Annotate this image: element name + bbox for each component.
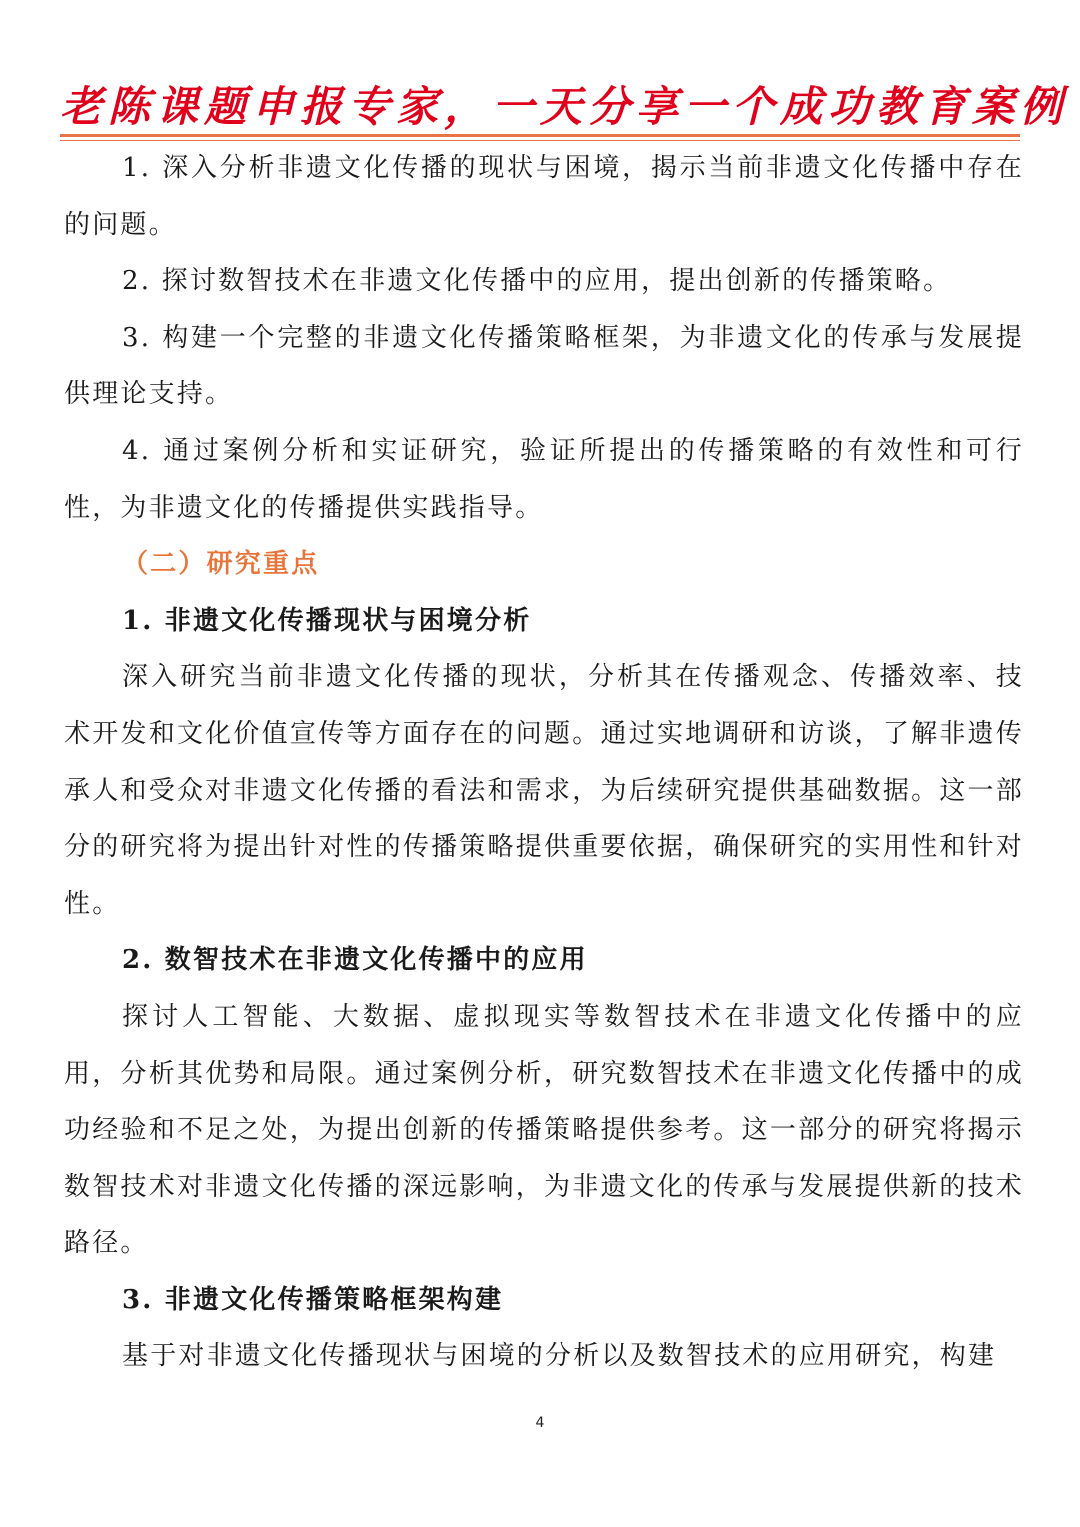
objective-3: 3. 构建一个完整的非遗文化传播策略框架，为非遗文化的传承与发展提供理论支持。 xyxy=(64,322,1024,410)
header-rule-thick xyxy=(60,134,1020,137)
objective-1: 1. 深入分析非遗文化传播的现状与困境，揭示当前非遗文化传播中存在的问题。 xyxy=(64,153,1024,240)
subheading-2: 2. 数智技术在非遗文化传播中的应用 xyxy=(122,945,588,976)
subheading-1: 1. 非遗文化传播现状与困境分析 xyxy=(122,605,532,636)
document-body xyxy=(64,140,1024,1385)
paragraph-1: 深入研究当前非遗文化传播的现状，分析其在传播观念、传播效率、技术开发和文化价值宣传等方面存在的问题。通过实地调研和访谈，了解非遗传承人和受众对非遗文化传播的看法和需求，为后续研究提供基础数据。这一部分的研究将为提出针对性的传播策略提供重要依据，确保研究的实用性和针对性。 xyxy=(64,662,1024,919)
paragraph-3: 基于对非遗文化传播现状与困境的分析以及数智技术的应用研究，构建 xyxy=(122,1341,997,1372)
objective-2: 2. 探讨数智技术在非遗文化传播中的应用，提出创新的传播策略。 xyxy=(122,266,952,297)
header-banner: 老陈课题申报专家，一天分享一个成功教育案例 xyxy=(60,82,1069,131)
subheading-3: 3. 非遗文化传播策略框架构建 xyxy=(122,1284,504,1315)
paragraph-2: 探讨人工智能、大数据、虚拟现实等数智技术在非遗文化传播中的应用，分析其优势和局限。通过案例分析，研究数智技术在非遗文化传播中的成功经验和不足之处，为提出创新的传播策略提供参考。这一部分的研究将揭示数智技术对非遗文化传播的深远影响，为非遗文化的传承与发展提供新的技术路径。 xyxy=(64,1001,1024,1259)
section-heading: （二）研究重点 xyxy=(122,549,320,580)
page-number: 4 xyxy=(535,1415,545,1431)
objective-4: 4. 通过案例分析和实证研究，验证所提出的传播策略的有效性和可行性，为非遗文化的传播提供实践指导。 xyxy=(64,435,1024,523)
